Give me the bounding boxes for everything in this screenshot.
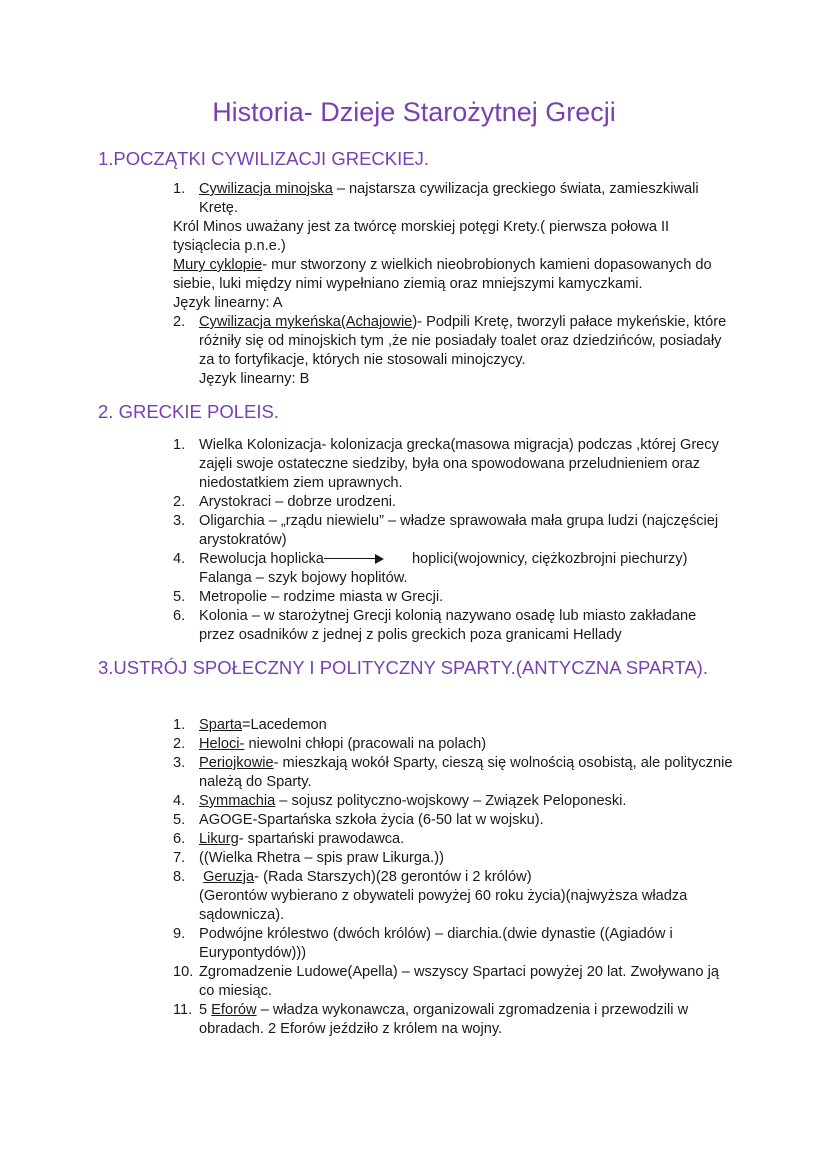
section-1-heading: 1.POCZĄTKI CYWILIZACJI GRECKIEJ. [98,148,429,169]
section-1-body [173,180,733,389]
paragraph: Król Minos uważany jest za twórcę morskiej potęgi Krety.( pierwsza połowa II tysiąclecia p.n.e.) [173,219,670,254]
list-item: 4. Symmachia – sojusz polityczno-wojskowy – Związek Peloponeski. [173,793,627,809]
list-item: 6. Kolonia – w starożytnej Grecji kolonią nazywano osadę lub miasto zakładane przez osadników z jednej z polis greckich poza granicami Hellady [173,608,697,643]
list-item: 3. Periojkowie- mieszkają wokół Sparty, cieszą się wolnością osobistą, ale politycznie należą do Sparty. [173,755,733,790]
section-3-body [173,716,733,1039]
section-3-heading: 3.USTRÓJ SPOŁECZNY I POLITYCZNY SPARTY.(ANTYCZNA SPARTA). [98,657,708,678]
list-item: 1. Sparta=Lacedemon [173,717,327,733]
term: Cywilizacja minojska [199,181,333,197]
list-item: 2. Heloci- niewolni chłopi (pracowali na polach) [173,736,487,752]
list-item: 1. Cywilizacja minojska – najstarsza cywilizacja greckiego świata, zamieszkiwali Kretę. [173,181,699,216]
list-item: 8. Geruzja- (Rada Starszych)(28 gerontów i 2 królów) (Gerontów wybierano z obywateli powyżej 60 roku życia)(najwyższa władza sądownicza). [173,869,688,923]
section-2-body [173,436,733,645]
list-item: 6. Likurg- spartański prawodawca. [173,831,405,847]
paragraph: Mury cyklopie- mur stworzony z wielkich nieobrobionych kamieni dopasowanych do siebie, luki między nimi wypełniano ziemią oraz mniejszymi kamyczkami. [173,257,712,292]
list-item: 3. Oligarchia – „rządu niewielu” – władze sprawowała mała grupa ludzi (najczęściej arystokratów) [173,513,719,548]
list-item: 2. Cywilizacja mykeńska(Achajowie)- Podpili Kretę, tworzyli pałace mykeńskie, które różniły się od minojskich tym ,że nie posiadały toalet oraz dziedzińców, posiadały za to fortyfikacje, których nie stosowali minojczycy. Język linearny: B [173,314,727,387]
document-title: Historia- Dzieje Starożytnej Grecji [212,97,616,127]
list-item: 1. Wielka Kolonizacja- kolonizacja grecka(masowa migracja) podczas ,której Grecy zajęli swoje ostateczne siedziby, była ona spowodowana przeludnieniem oraz niedostatkiem ziem uprawnych. [173,437,719,491]
list-item: 2. Arystokraci – dobrze urodzeni. [173,494,397,510]
list-item: 7. ((Wielka Rhetra – spis praw Likurga.)) [173,850,444,866]
arrow-right-icon [324,554,384,564]
list-item: 10. Zgromadzenie Ludowe(Apella) – wszyscy Spartaci powyżej 20 lat. Zwoływano ją co miesiąc. [173,964,719,999]
list-item: 5. AGOGE-Spartańska szkoła życia (6-50 lat w wojsku). [173,812,544,828]
list-item: 5. Metropolie – rodzime miasta w Grecji. [173,589,444,605]
term: Mury cyklopie [173,257,263,273]
list-item: 4. Rewolucja hoplicka hoplici(wojownicy, ciężkozbrojni piechurzy) Falanga – szyk bojowy hoplitów. [173,551,688,586]
term: Cywilizacja mykeńska(Achajowie [199,314,413,330]
paragraph: Język linearny: A [173,295,283,311]
section-2-heading: 2. GRECKIE POLEIS. [98,401,279,422]
list-item: 9. Podwójne królestwo (dwóch królów) – diarchia.(dwie dynastie ((Agiadów i Eurypontydów))) [173,926,673,961]
list-item: 11. 5 Eforów – władza wykonawcza, organizowali zgromadzenia i przewodzili w obradach. 2 Eforów jeździło z królem na wojny. [173,1002,689,1037]
